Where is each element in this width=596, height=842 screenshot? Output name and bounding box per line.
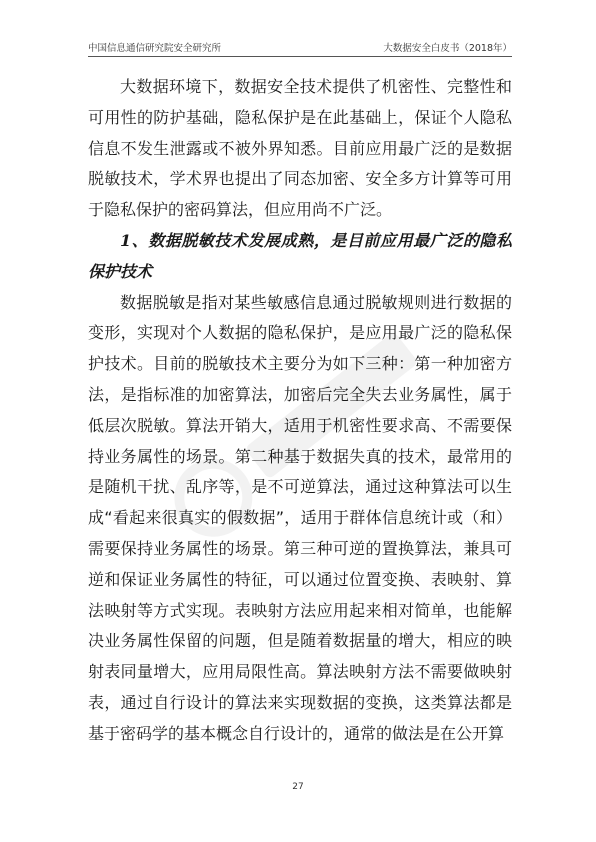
intro-paragraph: 大数据环境下，数据安全技术提供了机密性、完整性和可用性的防护基础，隐私保护是在此基础上，保证个人隐私信息不发生泄露或不被外界知悉。目前应用最广泛的是数据脱敏技术，学术界也提出了同态加密、安全多方计算等可用于隐私保护的密码算法，但应用尚不广泛。	[88, 77, 512, 220]
document-body	[88, 72, 512, 750]
section-heading: 1、数据脱敏技术发展成熟，是目前应用最广泛的隐私保护技术	[88, 230, 512, 281]
header-document-title: 大数据安全白皮书（2018年）	[383, 43, 512, 54]
page-header	[88, 40, 512, 57]
page-number: 27	[292, 782, 304, 792]
header-organization: 中国信息通信研究院安全研究所	[88, 43, 222, 54]
desensitization-paragraph: 数据脱敏是指对某些敏感信息通过脱敏规则进行数据的变形，实现对个人数据的隐私保护，是应用最广泛的隐私保护技术。目前的脱敏技术主要分为如下三种：第一种加密方法，是指标准的加密算法，加密后完全失去业务属性，属于低层次脱敏。算法开销大，适用于机密性要求高、不需要保持业务属性的场景。第二种基于数据失真的技术，最常用的是随机干扰、乱序等，是不可逆算法，通过这种算法可以生成“看起来很真实的假数据”，适用于群体信息统计或（和）需要保持业务属性的场景。第三种可逆的置换算法，兼具可逆和保证业务属性的特征，可以通过位置变换、表映射、算法映射等方式实现。表映射方法应用起来相对简单，也能解决业务属性保留的问题，但是随着数据量的增大，相应的映射表同量增大，应用局限性高。算法映射方法不需要做映射表，通过自行设计的算法来实现数据的变换，这类算法都是基于密码学的基本概念自行设计的，通常的做法是在公开算	[88, 292, 512, 743]
